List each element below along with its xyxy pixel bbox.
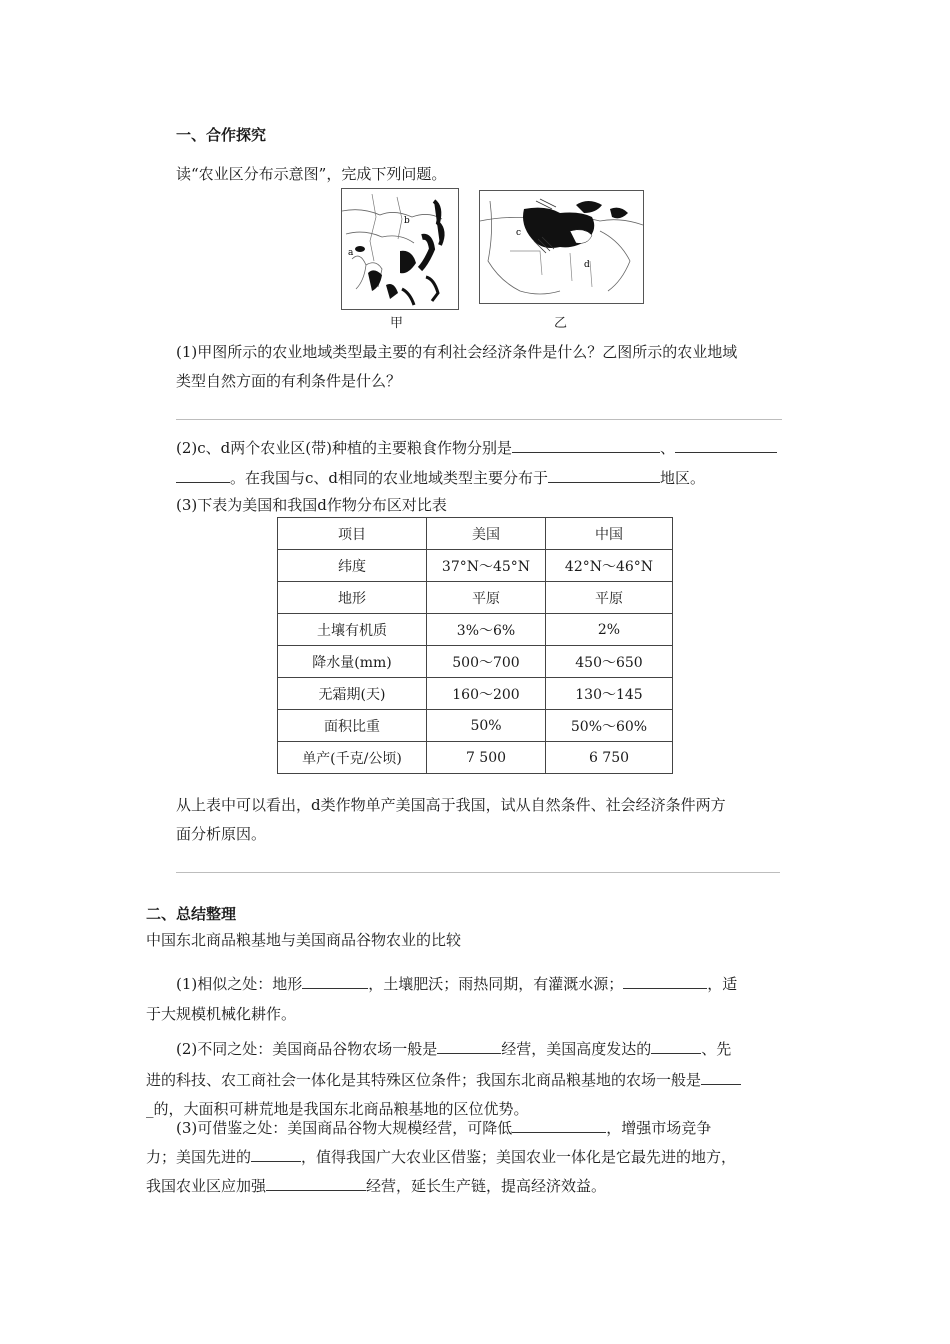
table-cell: 平原 [546, 582, 673, 614]
s2-p1-line2: 于大规模机械化耕作。 [146, 1005, 297, 1023]
map-left-label: 甲 [390, 316, 404, 331]
table-cell: 平原 [427, 582, 546, 614]
q2-blank-region[interactable] [548, 466, 660, 483]
table-cell: 美国 [427, 518, 546, 550]
s2-p3-line3 [146, 1174, 606, 1197]
q1-line2: 类型自然方面的有利条件是什么？ [176, 372, 402, 390]
table-cell: 单产(千克/公顷) [278, 742, 427, 774]
s2-blank-china-farm[interactable] [701, 1068, 741, 1085]
s2-p2-line3: _的，大面积可耕荒地是我国东北商品粮基地的区位优势。 [146, 1100, 529, 1118]
s2-p3-line2 [146, 1145, 736, 1168]
s2-p3-line1 [176, 1116, 711, 1139]
q3-answer-line[interactable] [176, 872, 780, 873]
table-cell: 7 500 [427, 742, 546, 774]
section1-intro: 读“农业区分布示意图”，完成下列问题。 [176, 165, 447, 183]
table-row [278, 646, 673, 678]
s2-p1-text-c: ，适 [707, 975, 738, 993]
s2-p2-text-a: (2)不同之处：美国商品谷物农场一般是 [176, 1040, 438, 1058]
s2-p3-line3-text-a: 我国农业区应加强 [146, 1177, 267, 1195]
s2-p3-line2-text-b: ，值得我国广大农业区借鉴；美国农业一体化是它最先进的地方， [301, 1148, 737, 1166]
s2-p3-text-b: ，增强市场竞争 [606, 1119, 712, 1137]
table-row [278, 550, 673, 582]
asia-map-drawing [342, 189, 458, 309]
table-cell: 无霜期(天) [278, 678, 427, 710]
table-row [278, 678, 673, 710]
q2-blank-d-crop-part2[interactable] [176, 466, 230, 483]
s2-p3-line2-text-a: 力；美国先进的 [146, 1148, 252, 1166]
q2-line1-text-a: (2)c、d两个农业区(带)种植的主要粮食作物分别是 [176, 439, 512, 457]
table-row [278, 710, 673, 742]
section1-heading: 一、合作探究 [176, 126, 267, 144]
q2-line2-text-a: 。在我国与c、d相同的农业地域类型主要分布于 [230, 469, 549, 487]
section2-subtitle: 中国东北商品粮基地与美国商品谷物农业的比较 [146, 931, 462, 949]
table-cell: 130～145 [546, 678, 673, 710]
q2-blank-c-crop[interactable] [512, 436, 660, 453]
table-cell: 50% [427, 710, 546, 742]
svg-text:d: d [584, 260, 590, 270]
table-cell: 地形 [278, 582, 427, 614]
s2-p1-text-b: ，土壤肥沃；雨热同期，有灌溉水源； [368, 975, 624, 993]
table-cell: 2% [546, 614, 673, 646]
table-header-row [278, 518, 673, 550]
svg-text:b: b [404, 216, 410, 226]
q3-text-line1: 从上表中可以看出，d类作物单产美国高于我国，试从自然条件、社会经济条件两方 [176, 796, 726, 814]
map-right-label: 乙 [554, 316, 568, 331]
comparison-table-body [278, 518, 673, 774]
table-cell: 中国 [546, 518, 673, 550]
q1-answer-line[interactable] [176, 419, 782, 420]
q2-line1-text-b: 、 [659, 439, 675, 457]
s2-blank-developed[interactable] [651, 1037, 701, 1054]
table-cell: 160～200 [427, 678, 546, 710]
table-row [278, 582, 673, 614]
q2-line1 [176, 436, 777, 459]
table-row [278, 742, 673, 774]
q3-title: (3)下表为美国和我国d作物分布区对比表 [176, 496, 447, 514]
table-cell: 500～700 [427, 646, 546, 678]
table-cell: 3%～6% [427, 614, 546, 646]
table-cell: 项目 [278, 518, 427, 550]
s2-p1-line1 [176, 972, 737, 995]
q2-line2 [176, 466, 705, 489]
s2-blank-farm-type[interactable] [437, 1037, 501, 1054]
svg-text:a: a [348, 248, 354, 258]
q3-text-line2: 面分析原因。 [176, 825, 267, 843]
s2-p2-text-b: 经营，美国高度发达的 [501, 1040, 652, 1058]
s2-blank-population[interactable] [623, 972, 707, 989]
s2-p2-line1 [176, 1037, 731, 1060]
s2-blank-cost[interactable] [512, 1116, 606, 1133]
svg-text:c: c [516, 228, 522, 238]
map-right-usa [479, 190, 644, 304]
q2-blank-d-crop-part1[interactable] [675, 436, 777, 453]
s2-p3-text-a: (3)可借鉴之处：美国商品谷物大规模经营，可降低 [176, 1119, 513, 1137]
table-cell: 面积比重 [278, 710, 427, 742]
table-cell: 纬度 [278, 550, 427, 582]
s2-p3-line3-text-b: 经营，延长生产链，提高经济效益。 [366, 1177, 607, 1195]
q2-line2-text-b: 地区。 [660, 469, 706, 487]
s2-p2-text-c: 、先 [701, 1040, 732, 1058]
table-cell: 降水量(mm) [278, 646, 427, 678]
s2-p2-line2 [146, 1068, 741, 1091]
s2-p1-text-a: (1)相似之处：地形 [176, 975, 303, 993]
table-cell: 37°N～45°N [427, 550, 546, 582]
table-cell: 42°N～46°N [546, 550, 673, 582]
map-left-asia [341, 188, 459, 310]
table-row [278, 614, 673, 646]
s2-p2-line2-text: 进的科技、农工商社会一体化是其特殊区位条件；我国东北商品粮基地的农场一般是 [146, 1071, 702, 1089]
s2-blank-advanced[interactable] [251, 1145, 301, 1162]
table-cell: 450～650 [546, 646, 673, 678]
table-cell: 土壤有机质 [278, 614, 427, 646]
comparison-table [277, 517, 673, 774]
usa-map-drawing [480, 191, 643, 303]
s2-blank-terrain[interactable] [302, 972, 368, 989]
table-cell: 50%～60% [546, 710, 673, 742]
s2-blank-integration[interactable] [266, 1174, 366, 1191]
q1-line1: (1)甲图所示的农业地域类型最主要的有利社会经济条件是什么？乙图所示的农业地域 [176, 343, 738, 361]
section2-heading: 二、总结整理 [146, 905, 237, 923]
table-cell: 6 750 [546, 742, 673, 774]
